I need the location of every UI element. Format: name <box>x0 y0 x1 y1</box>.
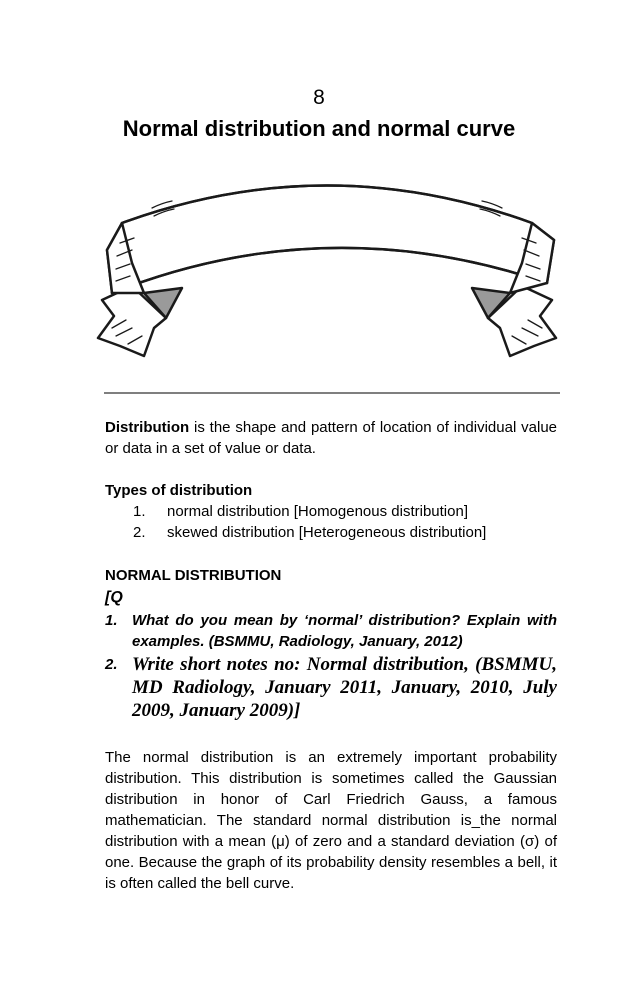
list-item <box>133 503 468 520</box>
normal-distribution-heading: NORMAL DISTRIBUTION <box>105 567 282 584</box>
question-number: 1. <box>105 612 118 629</box>
question-text <box>132 653 557 722</box>
definition-term: Distribution <box>105 419 190 436</box>
list-number: 2. <box>133 524 146 541</box>
definition-text: is the shape and pattern of location of individual value or data in a set of value or data. <box>105 419 557 457</box>
types-heading: Types of distribution <box>105 482 253 499</box>
list-item <box>133 524 486 541</box>
question-number: 2. <box>105 656 118 673</box>
body-paragraph: The normal distribution is an extremely important probability distribution. This distribution is sometimes called the Gaussian distribution in honor of Carl Friedrich Gauss, a famous mathematician. The standard normal distribution is_the normal distribution with a mean (μ) of zero and a standard deviation (σ) of one. Because the graph of its probability density resembles a bell, it is often called the bell curve. <box>105 749 557 892</box>
question-text-body: Write short notes no: Normal distribution, (BSMMU, MD Radiology, January 2011, January, 2010, July 2009, January 2009) <box>132 654 557 721</box>
list-text: skewed distribution [Heterogeneous distribution] <box>167 524 487 541</box>
list-number: 1. <box>133 503 146 520</box>
chapter-number: 8 <box>313 86 325 109</box>
question-bracket-close: ] <box>294 700 301 721</box>
question-text: What do you mean by ‘normal’ distribution? Explain with examples. (BSMMU, Radiology, January, 2012) <box>132 612 557 650</box>
list-text: normal distribution [Homogenous distribution] <box>167 503 468 520</box>
question-bracket-open: [Q <box>105 589 123 606</box>
chapter-title: Normal distribution and normal curve <box>122 116 516 141</box>
distribution-definition <box>105 417 557 459</box>
ribbon-banner-illustration <box>92 168 562 398</box>
